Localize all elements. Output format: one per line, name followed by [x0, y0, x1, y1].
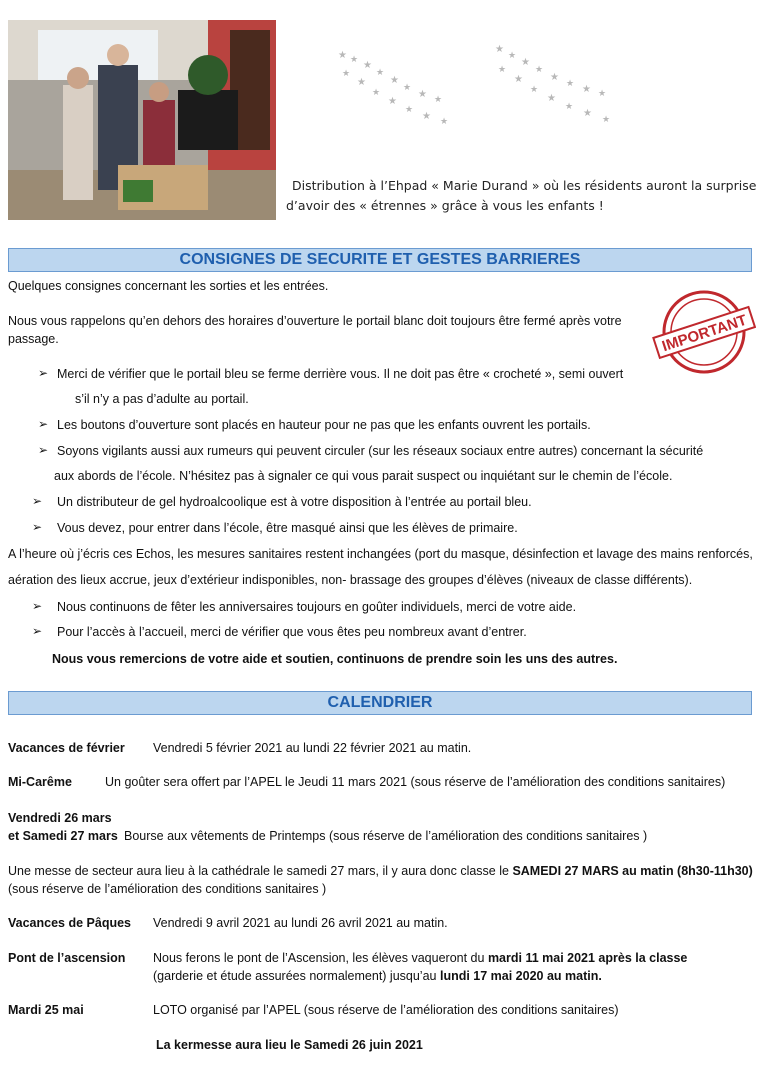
section-header-calendar — [8, 691, 752, 715]
svg-text:★: ★ — [550, 72, 559, 83]
bullet-1-line-1: Merci de vérifier que le portail bleu se ferme derrière vous. Il ne doit pas être « crocheté », semi ouvert — [57, 367, 624, 381]
svg-text:★: ★ — [342, 68, 351, 78]
bullet-6: Nous continuons de fêter les anniversaires toujours en goûter individuels, merci de votre aide. — [57, 600, 577, 614]
svg-text:★: ★ — [422, 111, 431, 122]
bullet-5: Vous devez, pour entrer dans l’école, être masqué ainsi que les élèves de primaire. — [57, 521, 518, 535]
messe-text: Une messe de secteur aura lieu à la cathédrale le samedi 27 mars, il y aura donc classe le — [8, 864, 513, 878]
bullet-arrow-icon: ➢ — [38, 366, 49, 380]
bullet-arrow-icon: ➢ — [32, 520, 43, 534]
svg-text:★: ★ — [390, 75, 399, 86]
section-title-safety: CONSIGNES DE SECURITE ET GESTES BARRIERES — [179, 251, 581, 268]
svg-text:★: ★ — [403, 82, 412, 92]
loto-label: Mardi 25 mai — [8, 1003, 84, 1017]
bourse-label-1: Vendredi 26 mars — [8, 811, 112, 825]
svg-text:★: ★ — [566, 78, 575, 88]
svg-text:★: ★ — [521, 57, 530, 68]
pont-line-1 — [153, 949, 687, 967]
svg-text:★: ★ — [598, 88, 607, 98]
paques-text: Vendredi 9 avril 2021 au lundi 26 avril 2021 au matin. — [153, 916, 448, 930]
bullet-arrow-icon: ➢ — [32, 494, 43, 508]
caption-line-2: d’avoir des « étrennes » grâce à vous les enfants ! — [286, 198, 604, 213]
safety-closing: Nous vous remercions de votre aide et soutien, continuons de prendre soin les uns des autres. — [52, 652, 618, 666]
ehpad-photo — [8, 20, 276, 220]
svg-text:★: ★ — [582, 84, 591, 95]
svg-text:★: ★ — [535, 64, 544, 74]
pont-text-b: mardi 11 mai 2021 après la classe — [487, 951, 688, 965]
caption-line-1: Distribution à l’Ehpad « Marie Durand » où les résidents auront la surprise — [292, 178, 757, 193]
safety-paragraph-1-line-2: passage. — [8, 332, 59, 346]
messe-line-2: (sous réserve de l’amélioration des conditions sanitaires ) — [8, 882, 327, 896]
svg-text:★: ★ — [495, 44, 504, 55]
svg-text:★: ★ — [498, 64, 507, 74]
svg-text:★: ★ — [376, 67, 385, 77]
svg-text:★: ★ — [350, 54, 359, 64]
svg-text:★: ★ — [418, 89, 427, 100]
svg-text:★: ★ — [565, 101, 574, 111]
pont-text-c: (garderie et étude assurées normalement) jusqu’au — [153, 969, 440, 983]
safety-paragraph-2-line-2: aération des lieux accrue, jeux d’extérieur indisponibles, non- brassage des groupes d’élèves (niveaux de classe différents). — [8, 573, 693, 587]
bullet-1-line-2: s’il n’y a pas d’adulte au portail. — [75, 392, 249, 406]
bullet-arrow-icon: ➢ — [38, 443, 49, 457]
svg-text:★: ★ — [357, 77, 366, 88]
bullet-arrow-icon: ➢ — [32, 599, 43, 613]
svg-text:★: ★ — [338, 50, 347, 61]
kermesse-text: La kermesse aura lieu le Samedi 26 juin 2021 — [156, 1038, 423, 1052]
photo-caption — [286, 176, 758, 216]
vacances-fevrier-text: Vendredi 5 février 2021 au lundi 22 février 2021 au matin. — [153, 741, 472, 755]
pont-text-a: Nous ferons le pont de l’Ascension, les élèves vaqueront du — [153, 951, 488, 965]
paques-label: Vacances de Pâques — [8, 916, 131, 930]
svg-text:★: ★ — [405, 104, 414, 114]
section-header-safety — [8, 248, 752, 272]
pont-text-d: lundi 17 mai 2020 au matin. — [439, 969, 602, 983]
svg-text:★: ★ — [514, 74, 523, 85]
svg-text:★: ★ — [547, 93, 556, 104]
vacances-fevrier-label: Vacances de février — [8, 741, 125, 755]
bourse-label-2: et Samedi 27 mars — [8, 829, 118, 843]
safety-paragraph-2-line-1: A l’heure où j’écris ces Echos, les mesures sanitaires restent inchangées (port du masque, désinfection et lavage des mains renforcés, — [8, 547, 753, 561]
svg-text:★: ★ — [372, 87, 381, 97]
svg-text:★: ★ — [508, 50, 517, 60]
svg-text:★: ★ — [388, 96, 397, 107]
svg-text:★: ★ — [530, 84, 539, 94]
mi-careme-label: Mi-Carême — [8, 775, 72, 789]
bullet-7: Pour l’accès à l’accueil, merci de vérifier que vous êtes peu nombreux avant d’entrer. — [57, 625, 527, 639]
bullet-4: Un distributeur de gel hydroalcoolique est à votre disposition à l’entrée au portail bleu. — [57, 495, 532, 509]
section-title-calendar: CALENDRIER — [327, 694, 433, 711]
bullet-arrow-icon: ➢ — [32, 624, 43, 638]
bullet-2: Les boutons d’ouverture sont placés en hauteur pour ne pas que les enfants ouvrent les portails. — [57, 418, 591, 432]
important-stamp — [652, 287, 756, 377]
messe-line-1 — [8, 862, 760, 880]
stamp-text: IMPORTANT — [659, 311, 749, 356]
bullet-3-line-2: aux abords de l’école. N’hésitez pas à signaler ce qui vous parait suspect ou inquiétant sur le chemin de l’école. — [54, 469, 673, 483]
messe-date: SAMEDI 27 MARS au matin (8h30-11h30) — [512, 864, 753, 878]
svg-text:★: ★ — [602, 114, 611, 124]
svg-text:★: ★ — [363, 60, 372, 71]
loto-text: LOTO organisé par l’APEL (sous réserve de l’amélioration des conditions sanitaires) — [153, 1003, 619, 1017]
bullet-arrow-icon: ➢ — [38, 417, 49, 431]
safety-intro: Quelques consignes concernant les sorties et les entrées. — [8, 279, 329, 293]
svg-text:★: ★ — [583, 108, 592, 119]
pont-label: Pont de l’ascension — [8, 951, 126, 965]
svg-text:★: ★ — [440, 116, 449, 126]
safety-paragraph-1-line-1: Nous vous rappelons qu’en dehors des horaires d’ouverture le portail blanc doit toujours être fermé après votre — [8, 314, 622, 328]
star-garland-decoration — [330, 40, 630, 140]
bullet-3-line-1: Soyons vigilants aussi aux rumeurs qui peuvent circuler (sur les réseaux sociaux entre autres) concernant la sécurité — [57, 444, 704, 458]
bourse-text: Bourse aux vêtements de Printemps (sous réserve de l’amélioration des conditions sanitaires ) — [124, 829, 648, 843]
svg-text:★: ★ — [434, 94, 443, 104]
pont-line-2 — [153, 967, 602, 985]
mi-careme-text: Un goûter sera offert par l’APEL le Jeudi 11 mars 2021 (sous réserve de l’amélioration des conditions sanitaires) — [105, 775, 726, 789]
